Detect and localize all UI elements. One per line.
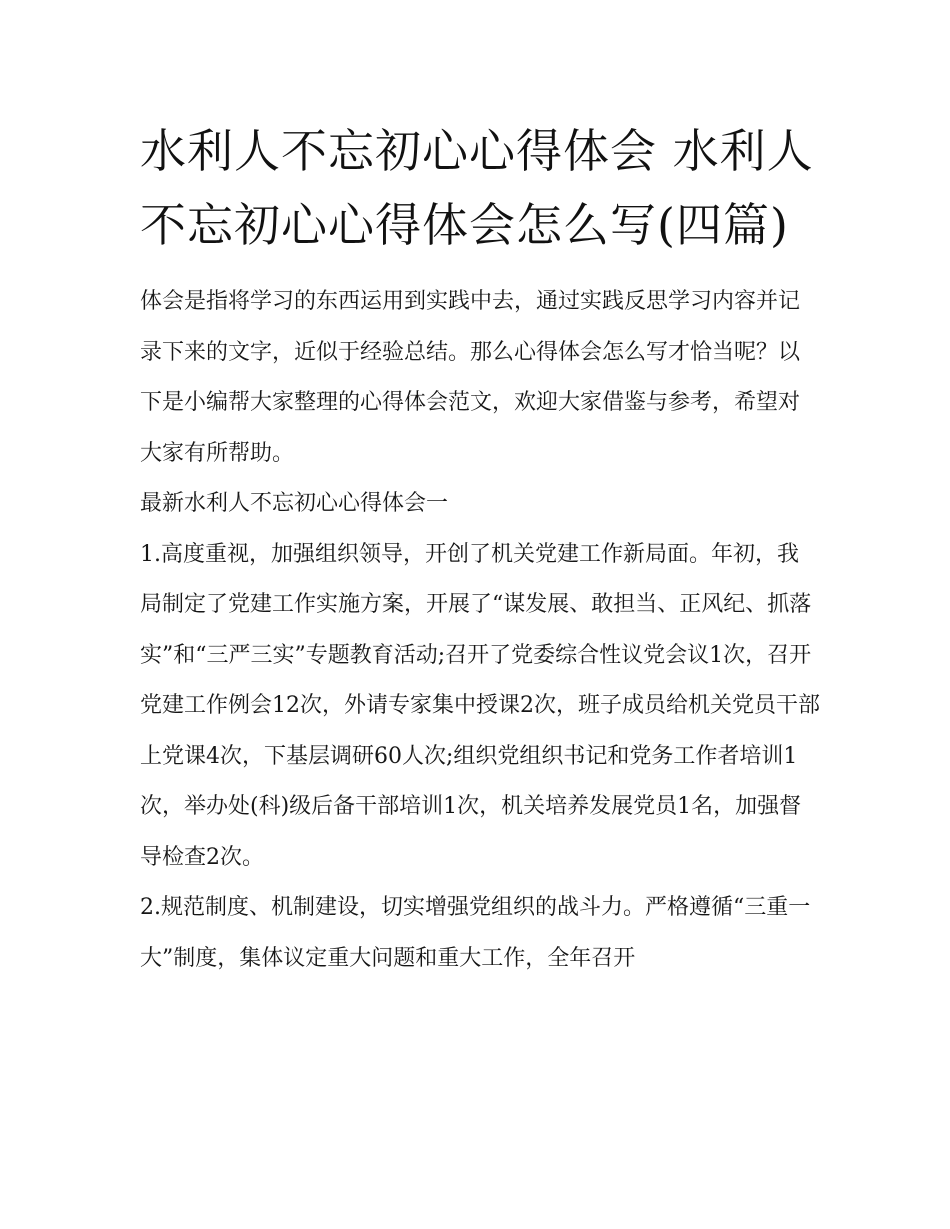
document-title: 水利人不忘初心心得体会 水利人不忘初心心得体会怎么写(四篇) bbox=[140, 124, 814, 252]
body-paragraph-2: 2.规范制度、机制建设，切实增强党组织的战斗力。严格遵循“三重一大”制度，集体议定重大问题和重大工作，全年召开 bbox=[140, 895, 811, 971]
section-heading: 最新水利人不忘初心心得体会一 bbox=[140, 491, 449, 516]
intro-paragraph: 体会是指将学习的东西运用到实践中去，通过实践反思学习内容并记录下来的文字，近似于经验总结。那么心得体会怎么写才恰当呢？以下是小编帮大家整理的心得体会范文，欢迎大家借鉴与参考，希望对大家有所帮助。 bbox=[140, 289, 801, 466]
body-paragraph-1: 1.高度重视，加强组织领导，开创了机关党建工作新局面。年初，我局制定了党建工作实施方案，开展了“谋发展、敢担当、正风纪、抓落实”和“三严三实”专题教育活动;召开了党委综合性议党会议1次，召开党建工作例会12次，外请专家集中授课2次，班子成员给机关党员干部上党课4次，下基层调研60人次;组织党组织书记和党务工作者培训1次，举办处(科)级后备干部培训1次，机关培养发展党员1名，加强督导检查2次。 bbox=[140, 541, 820, 870]
document-page bbox=[140, 114, 820, 984]
